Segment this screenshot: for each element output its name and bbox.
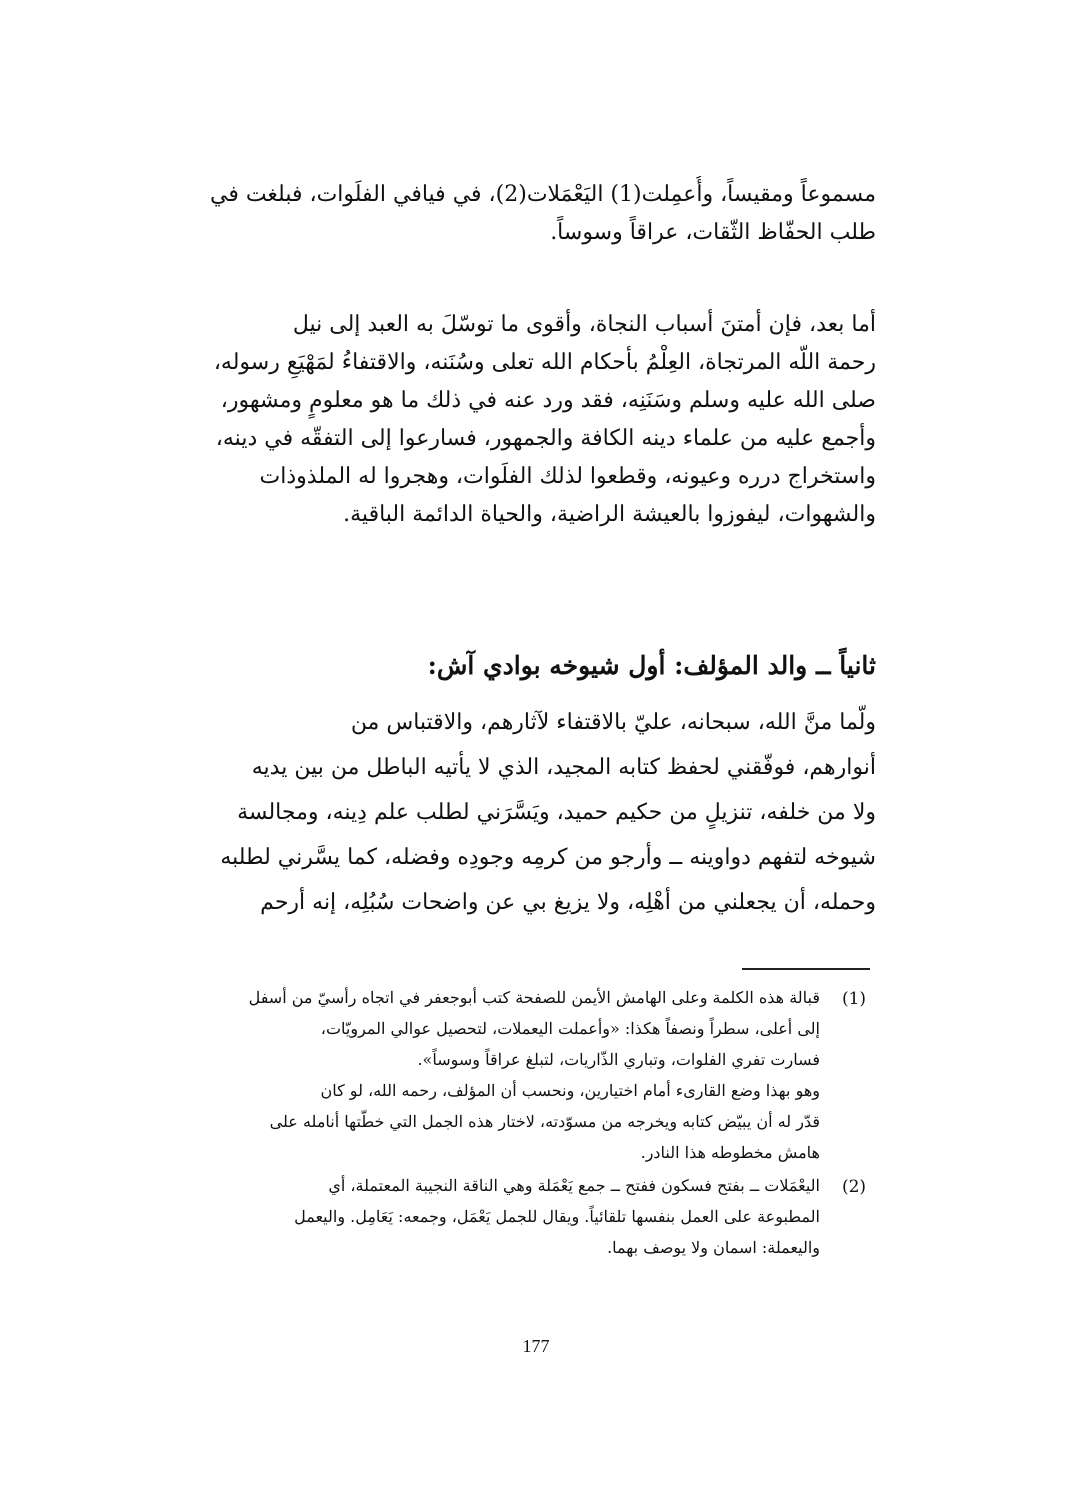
footnote-line: اليعْمَلات ــ بفتح فسكون ففتح ــ جمع يَعْمَلة وهي الناقة النجيبة المعتملة، أي — [328, 1176, 820, 1195]
footnotes — [176, 982, 876, 1263]
text-line: والشهوات، ليفوزوا بالعيشة الراضية، والحياة الدائمة الباقية. — [343, 502, 876, 527]
text-line: صلى الله عليه وسلم وسَنَنِه، فقد ورد عنه في ذلك ما هو معلومٍ ومشهور، — [220, 388, 876, 413]
text-line: مسموعاً ومقيساً، وأُعمِلت(1) اليَعْمَلات(2)، في فيافي الفلَوات، فبلغت في — [209, 182, 876, 207]
footnote-number: (1) — [841, 989, 867, 1009]
text-line: واستخراج درره وعيونه، وقطعوا لذلك الفلَوات، وهجروا له الملذوذات — [259, 464, 876, 489]
footnote-number: (2) — [841, 1177, 867, 1197]
footnote-line: إلى أعلى، سطراً ونصفاً هكذا: «وأعملت اليعملات، لتحصيل عوالي المرويّات، — [320, 1019, 820, 1038]
text-line: رحمة اللّه المرتجاة، العِلْمُ بأحكام الله تعلى وسُنَنه، والاقتفاءُ لمَهْيَعِ رسوله، — [213, 350, 876, 375]
footnote-line: فسارت تفري الفلوات، وتباري الذّاريات، لتبلغ عراقاً وسوساً». — [417, 1050, 820, 1069]
text-line: وحمله، أن يجعلني من أهْلِه، ولا يزيغ بي عن واضحات سُبُلِه، إنه أرحم — [260, 890, 876, 915]
footnote-line: المطبوعة على العمل بنفسها تلقائياً. ويقال للجمل يَعْمَل، وجمعه: يَعَامِل. واليعمل — [294, 1207, 820, 1226]
footnote-2 — [176, 1170, 876, 1263]
text-line: وأجمع عليه من علماء دينه الكافة والجمهور، فسارعوا إلى التفقّه في دينه، — [215, 426, 876, 451]
paragraph-section-body — [176, 700, 876, 925]
footnote-separator — [742, 968, 870, 970]
paragraph-amma-bad — [176, 306, 876, 534]
footnote-line: هامش مخطوطه هذا النادر. — [640, 1143, 820, 1162]
text-line: شيوخه لتفهم دواوينه ــ وأرجو من كرمِه وجودِه وفضله، كما يسَّرني لطلبه — [220, 845, 876, 870]
text-line: أما بعد، فإن أمتنَ أسباب النجاة، وأقوى ما توسّلَ به العبد إلى نيل — [292, 312, 876, 337]
footnote-line: واليعملة: اسمان ولا يوصف بهما. — [607, 1238, 820, 1257]
footnote-line: وهو بهذا وضع القارىء أمام اختيارين، ونحسب أن المؤلف، رحمه الله، لو كان — [320, 1081, 820, 1100]
footnote-line: قبالة هذه الكلمة وعلى الهامش الأيمن للصفحة كتب أبوجعفر في اتجاه رأسيّ من أسفل — [248, 988, 820, 1007]
text-line: ولّما منَّ الله، سبحانه، عليّ بالاقتفاء لآثارهم، والاقتباس من — [350, 710, 876, 735]
text-line: أنوارهم، فوفّقني لحفظ كتابه المجيد، الذي لا يأتيه الباطل من بين يديه — [251, 755, 876, 780]
page-number: 177 — [522, 1336, 550, 1356]
footnote-1 — [176, 982, 876, 1168]
text-line: ولا من خلفه، تنزيلٍ من حكيم حميد، ويَسَّرَني لطلب علم دِينه، ومجالسة — [237, 800, 876, 825]
section-heading: ثانياً ــ والد المؤلف: أول شيوخه بوادي آش: — [427, 651, 876, 680]
footnote-line: قدّر له أن يبيّض كتابه ويخرجه من مسوّدته، لاختار هذه الجمل التي خطّتها أنامله على — [269, 1112, 820, 1131]
text-line: طلب الحفّاظ الثّقات، عراقاً وسوساً. — [550, 220, 876, 245]
paragraph-continuation — [176, 176, 876, 252]
